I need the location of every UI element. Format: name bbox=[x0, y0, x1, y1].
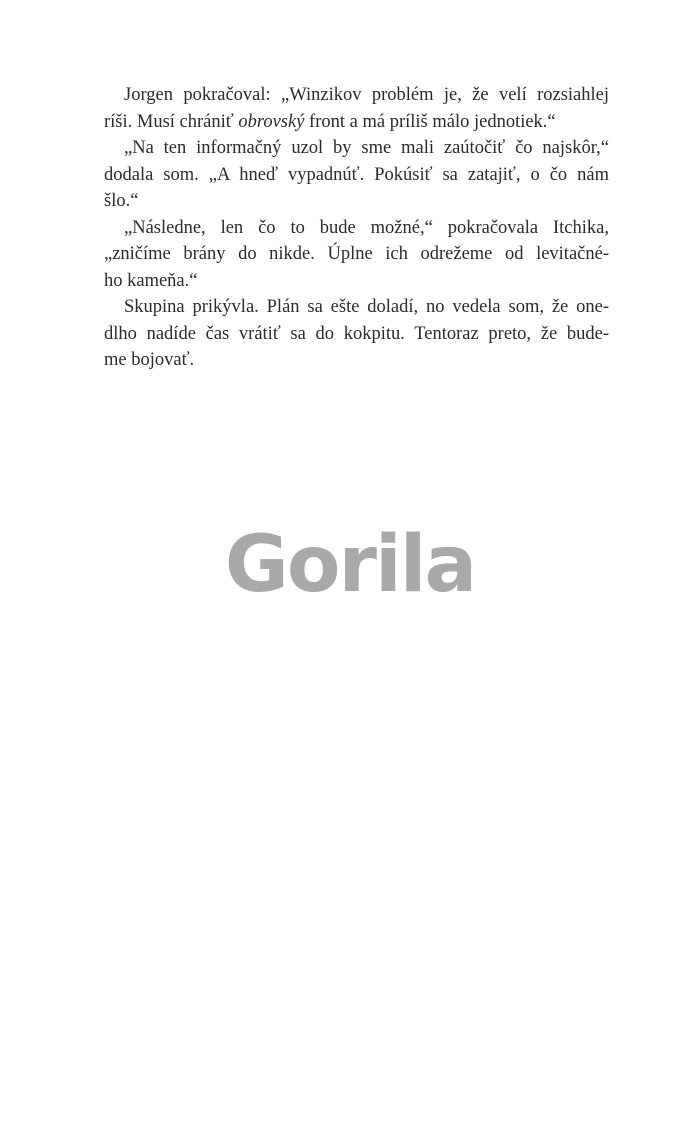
text-line bbox=[104, 109, 609, 136]
text-run: ríši. Musí chrániť bbox=[104, 111, 239, 132]
paragraph bbox=[104, 135, 609, 215]
page-body-text bbox=[104, 82, 609, 374]
italic-word: obrovský bbox=[238, 111, 305, 132]
paragraph bbox=[104, 294, 609, 374]
text-line: „Následne, len čo to bude možné,“ pokračovala Itchika, bbox=[124, 217, 609, 238]
text-line: Jorgen pokračoval: „Winzikov problém je, že velí rozsiahlej bbox=[124, 85, 609, 105]
text-line: „Na ten informačný uzol by sme mali zaútočiť čo najskôr,“ bbox=[124, 138, 609, 158]
text-run: front a má príliš málo jednotiek.“ bbox=[304, 111, 556, 132]
paragraph bbox=[104, 82, 609, 135]
text-line: ho kameňa.“ bbox=[104, 270, 198, 291]
text-line: Skupina prikývla. Plán sa ešte doladí, no vedela som, že one- bbox=[124, 297, 609, 317]
paragraph bbox=[104, 215, 609, 295]
text-line: šlo.“ bbox=[104, 191, 139, 211]
text-line: me bojovať. bbox=[104, 350, 195, 370]
text-line: dlho nadíde čas vrátiť sa do kokpitu. Tentoraz preto, že bude- bbox=[104, 323, 609, 344]
text-line: „zničíme brány do nikde. Úplne ich odrežeme od levitačné- bbox=[104, 244, 609, 264]
publisher-watermark-logo: Gorila bbox=[224, 520, 476, 610]
text-line: dodala som. „A hneď vypadnúť. Pokúsiť sa zatajiť, o čo nám bbox=[104, 164, 609, 185]
